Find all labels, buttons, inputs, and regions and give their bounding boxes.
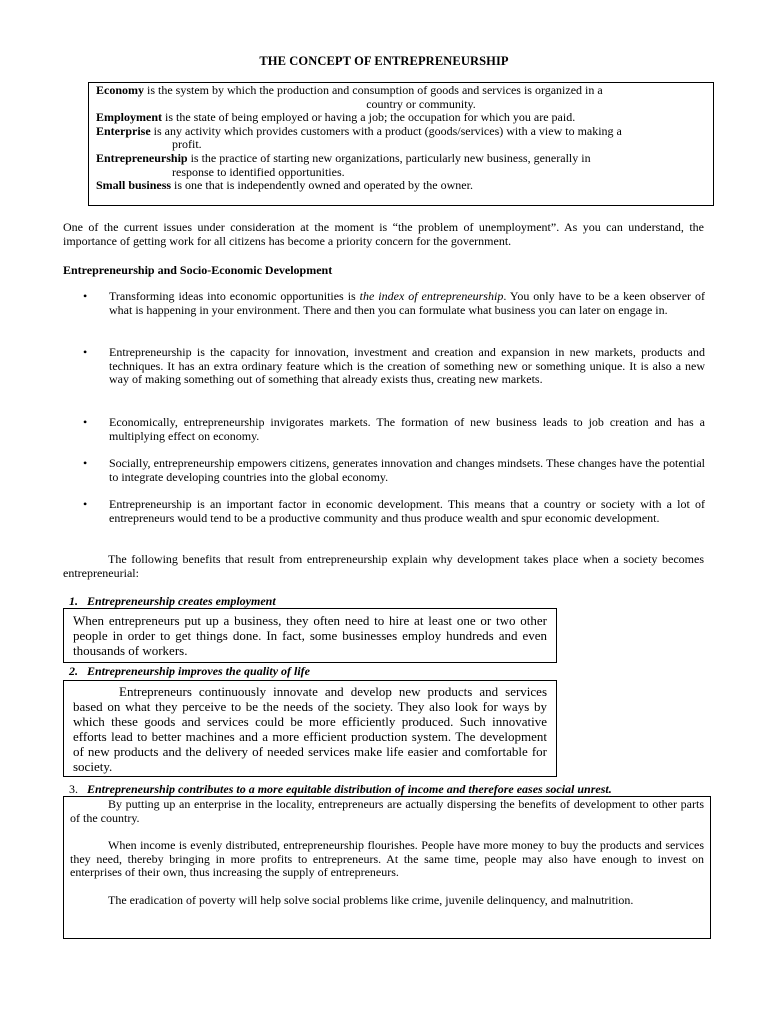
benefit-title: Entrepreneurship contributes to a more equitable distribution of income and therefore eases social unrest. (87, 782, 612, 796)
benefit-box-1: When entrepreneurs put up a business, they often need to hire at least one or two other people in order to get things done. In fact, some businesses employ hundreds and even thousands of workers. (63, 608, 557, 663)
bullet-icon: • (83, 289, 88, 303)
benefit-number: 2. (69, 664, 78, 678)
benefit-heading-1 (69, 594, 276, 609)
bullet-text: Economically, entrepreneurship invigorates markets. The formation of new business leads to job creation and has a multiplying effect on economy. (109, 415, 705, 443)
definition-entrepreneurship (96, 152, 706, 166)
bullet-icon: • (83, 497, 88, 511)
definition-small-business (96, 179, 706, 193)
benefit-box-2 (63, 680, 557, 777)
benefit-text: By putting up an enterprise in the locality, entrepreneurs are actually dispersing the benefits of development to other parts of the country. (70, 797, 704, 825)
bullet-text: Entrepreneurship is the capacity for innovation, investment and creation and expansion in new markets, products and techniques. It has an extra ordinary feature which is the creation of something new or something unique. It is also a new way of making something out of something that already exists thus, creating new markets. (109, 345, 705, 387)
benefit-text: The eradication of poverty will help solve social problems like crime, juvenile delinquency, and malnutrition. (108, 892, 634, 907)
bullet-text: Transforming ideas into economic opportunities is the index of entrepreneurship. You only have to be a keen observer of what is happening in your environment. There and then you can formulate what business you can later on engage in. (109, 289, 705, 317)
definitions-box (88, 82, 714, 206)
benefit-number: 3. (69, 782, 78, 796)
bullet-icon: • (83, 345, 88, 359)
intro-paragraph: One of the current issues under consideration at the moment is “the problem of unemployment”. As you can understand, the importance of getting work for all citizens has become a priority concern for the government. (63, 220, 704, 248)
bullet-item (83, 416, 705, 444)
definition-economy (96, 84, 706, 98)
benefit-heading-3 (69, 782, 612, 797)
benefits-intro: The following benefits that result from entrepreneurship explain why development takes place when a society becomes entrepreneurial: (63, 552, 704, 580)
benefit-title: Entrepreneurship creates employment (87, 594, 276, 608)
page-title: THE CONCEPT OF ENTREPRENEURSHIP (259, 54, 509, 68)
definition-term: Enterprise (96, 123, 151, 138)
bullet-item (83, 457, 705, 485)
definition-term: Economy (96, 83, 144, 97)
definition-employment (96, 111, 706, 125)
benefit-text: Entrepreneurs continuously innovate and develop new products and services based on what they perceive to be the needs of the society. They also look for ways by which these goods and services could be more efficiently produced. Such innovative efforts lead to better machines and a more efficient production system. The development of new products and the delivery of needed services make life easier and comfortable for society. (73, 684, 547, 774)
definition-text: is the system by which the production and consumption of goods and services is organized in a (144, 83, 603, 97)
definition-term: Employment (96, 110, 162, 125)
definition-text: is the practice of starting new organizations, particularly new business, generally in (187, 150, 591, 165)
benefit-heading-2 (69, 664, 310, 679)
benefit-text: When income is evenly distributed, entrepreneurship flourishes. People have more money to buy the products and services they need, thereby bringing in more profits to entrepreneurs. At the same time, people may also have enough to invest on enterprises of their own, thus increasing the supply of entrepreneurs. (70, 838, 704, 880)
bullet-text: Entrepreneurship is an important factor in economic development. This means that a country or society with a lot of entrepreneurs would tend to be a productive community and thus produce wealth and spur economic development. (109, 497, 705, 525)
definition-term: Entrepreneurship (96, 150, 188, 165)
bullet-item (83, 498, 705, 540)
bullet-item (83, 346, 705, 402)
benefit-number: 1. (69, 594, 78, 608)
definition-continuation: profit. (172, 137, 202, 152)
benefit-title: Entrepreneurship improves the quality of life (87, 664, 311, 678)
definition-enterprise (96, 125, 706, 139)
emphasis-text: the index of entrepreneurship (359, 289, 504, 303)
definition-continuation: country or community. (366, 96, 476, 111)
definition-text: is the state of being employed or having a job; the occupation for which you are paid. (162, 110, 576, 125)
definition-term: Small business (96, 178, 172, 193)
benefit-box-3 (63, 796, 711, 939)
definition-continuation: response to identified opportunities. (172, 164, 345, 179)
bullet-item (83, 290, 705, 332)
bullet-icon: • (83, 415, 88, 429)
bullet-icon: • (83, 456, 88, 470)
definition-text: is one that is independently owned and operated by the owner. (171, 178, 473, 193)
bullet-text: Socially, entrepreneurship empowers citizens, generates innovation and changes mindsets. These changes have the potential to integrate developing countries into the global economy. (109, 456, 705, 484)
section-heading: Entrepreneurship and Socio-Economic Development (63, 263, 333, 277)
definition-text: is any activity which provides customers with a product (goods/services) with a view to making a (150, 123, 622, 138)
